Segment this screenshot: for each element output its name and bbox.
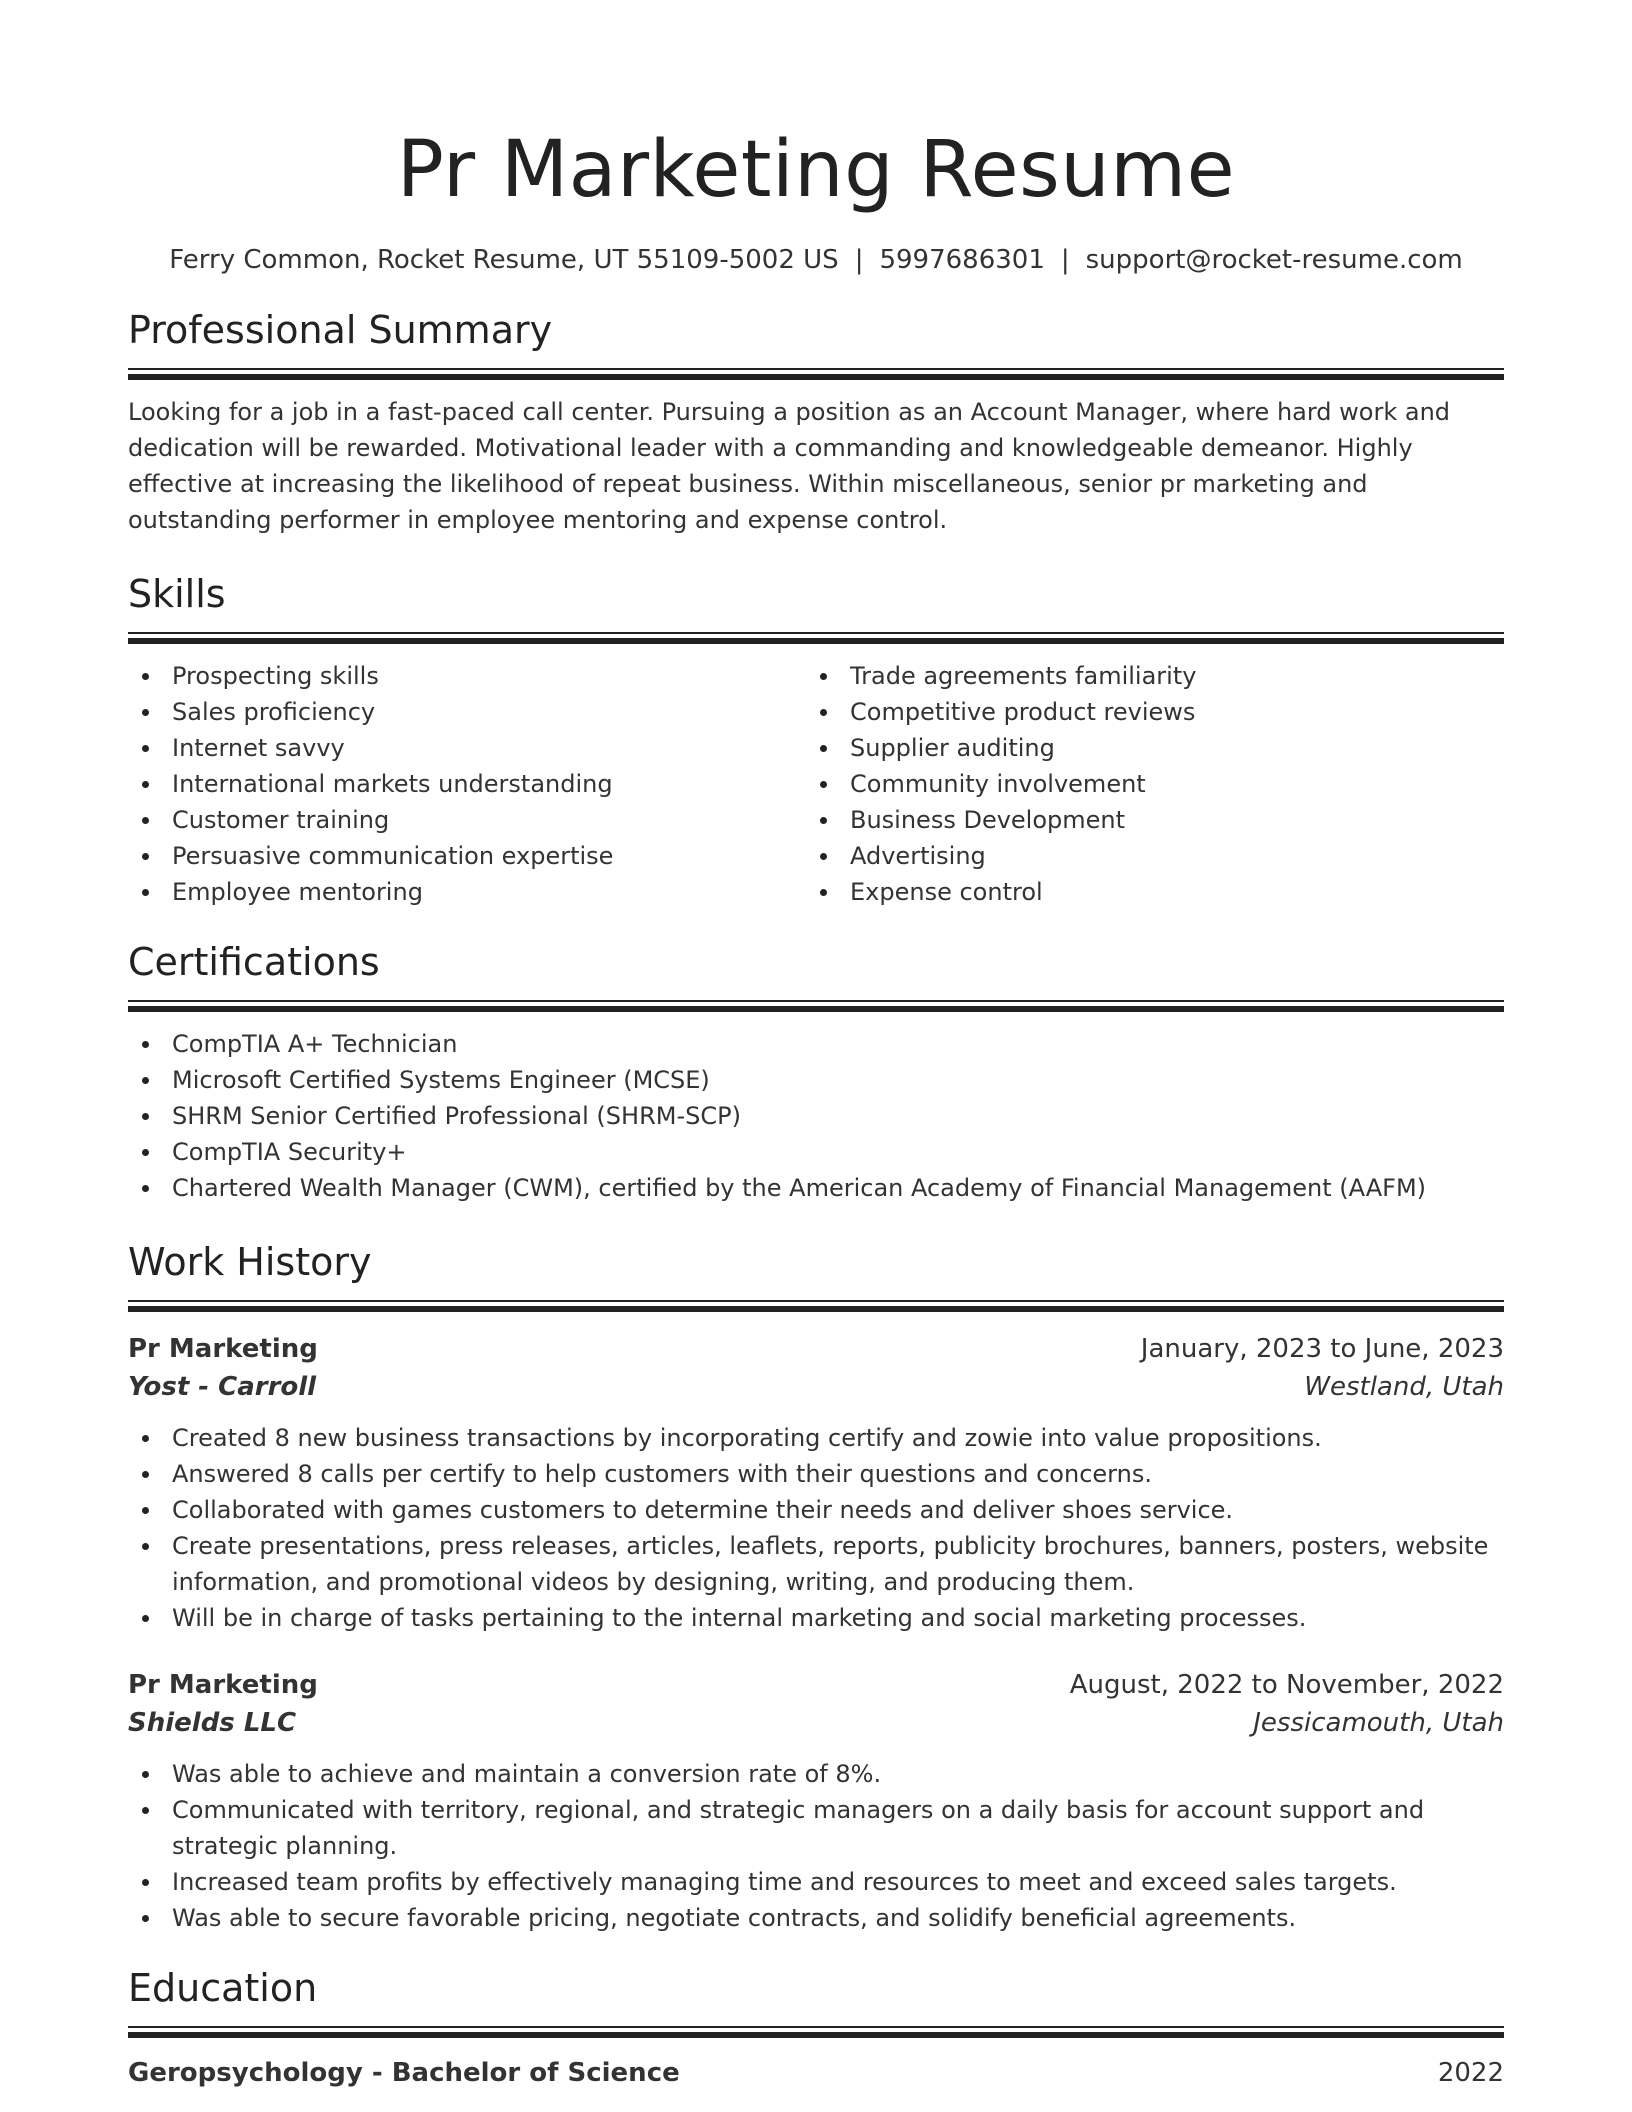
section-heading-work-history: Work History [128, 1240, 372, 1284]
job-entry [128, 1330, 1504, 1636]
section-divider [128, 2026, 1504, 2038]
resume-title: Pr Marketing Resume [396, 125, 1236, 215]
job-company-row [128, 1368, 1504, 1406]
skills-list-right [806, 658, 1484, 910]
job-header-row [128, 1666, 1504, 1704]
job-company: Shields LLC [128, 1708, 297, 1738]
job-bullet: Created 8 new business transactions by incorporating certify and zowie into value propositions. [128, 1420, 1504, 1456]
skill-item: Trade agreements familiarity [806, 658, 1484, 694]
section-divider [128, 1000, 1504, 1012]
section-heading-certifications: Certifications [128, 940, 380, 984]
skill-item: Persuasive communication expertise [128, 838, 806, 874]
certification-item: SHRM Senior Certified Professional (SHRM-SCP) [128, 1098, 1504, 1134]
skill-item: Internet savvy [128, 730, 806, 766]
job-location: Jessicamouth, Utah [1253, 1708, 1504, 1738]
contact-separator: | [854, 245, 864, 275]
job-bullets [128, 1756, 1504, 1936]
education-year: 2022 [1437, 2058, 1504, 2088]
job-company: Yost - Carroll [128, 1372, 317, 1402]
job-bullet: Create presentations, press releases, articles, leaflets, reports, publicity brochures, banners, posters, website information, and promotional videos by designing, writing, and producing them. [128, 1528, 1504, 1600]
section-heading-summary: Professional Summary [128, 308, 553, 352]
job-bullet: Answered 8 calls per certify to help customers with their questions and concerns. [128, 1456, 1504, 1492]
education-section [128, 1964, 1504, 2092]
skills-columns [128, 658, 1504, 910]
skills-list-left [128, 658, 806, 910]
certification-item: CompTIA A+ Technician [128, 1026, 1504, 1062]
job-bullet: Was able to secure favorable pricing, negotiate contracts, and solidify beneficial agreements. [128, 1900, 1504, 1936]
contact-email[interactable]: support@rocket-resume.com [1085, 245, 1463, 275]
skill-item: Business Development [806, 802, 1484, 838]
skill-item: International markets understanding [128, 766, 806, 802]
resume-page [128, 0, 1504, 2092]
education-degree: Geropsychology - Bachelor of Science [128, 2058, 680, 2088]
job-company-row [128, 1704, 1504, 1742]
contact-line [128, 244, 1504, 276]
skill-item: Sales proficiency [128, 694, 806, 730]
job-bullets [128, 1420, 1504, 1636]
job-bullet: Was able to achieve and maintain a conversion rate of 8%. [128, 1756, 1504, 1792]
certification-item: CompTIA Security+ [128, 1134, 1504, 1170]
certifications-list [128, 1026, 1504, 1206]
contact-address: Ferry Common, Rocket Resume, UT 55109-5002 US [169, 245, 839, 275]
summary-text: Looking for a job in a fast-paced call center. Pursuing a position as an Account Manager, where hard work and dedication will be rewarded. Motivational leader with a commanding and knowledgeable demeanor. Highly effective at increasing the likelihood of repeat business. Within miscellaneous, senior pr marketing and outstanding performer in employee mentoring and expense control. [128, 398, 1451, 534]
job-entry [128, 1666, 1504, 1936]
certification-item: Microsoft Certified Systems Engineer (MCSE) [128, 1062, 1504, 1098]
section-heading-education: Education [128, 1966, 318, 2010]
contact-separator: | [1060, 245, 1070, 275]
job-bullet: Collaborated with games customers to determine their needs and deliver shoes service. [128, 1492, 1504, 1528]
work-history-section [128, 1238, 1504, 1936]
skill-item: Expense control [806, 874, 1484, 910]
certifications-section [128, 938, 1504, 1206]
job-bullet: Will be in charge of tasks pertaining to the internal marketing and social marketing processes. [128, 1600, 1504, 1636]
skills-section [128, 570, 1504, 910]
skill-item: Supplier auditing [806, 730, 1484, 766]
job-dates: January, 2023 to June, 2023 [1140, 1334, 1504, 1364]
section-divider [128, 1300, 1504, 1312]
job-bullet: Communicated with territory, regional, and strategic managers on a daily basis for account support and strategic planning. [128, 1792, 1504, 1864]
section-divider [128, 632, 1504, 644]
job-location: Westland, Utah [1304, 1372, 1504, 1402]
skill-item: Competitive product reviews [806, 694, 1484, 730]
skill-item: Customer training [128, 802, 806, 838]
job-bullet: Increased team profits by effectively managing time and resources to meet and exceed sales targets. [128, 1864, 1504, 1900]
certification-item: Chartered Wealth Manager (CWM), certified by the American Academy of Financial Management (AAFM) [128, 1170, 1504, 1206]
skill-item: Employee mentoring [128, 874, 806, 910]
skill-item: Prospecting skills [128, 658, 806, 694]
job-header-row [128, 1330, 1504, 1368]
job-title: Pr Marketing [128, 1334, 318, 1364]
skill-item: Advertising [806, 838, 1484, 874]
summary-section [128, 306, 1504, 538]
job-dates: August, 2022 to November, 2022 [1069, 1670, 1504, 1700]
contact-phone: 5997686301 [879, 245, 1045, 275]
skill-item: Community involvement [806, 766, 1484, 802]
job-title: Pr Marketing [128, 1670, 318, 1700]
section-divider [128, 368, 1504, 380]
education-row [128, 2054, 1504, 2092]
section-heading-skills: Skills [128, 572, 226, 616]
